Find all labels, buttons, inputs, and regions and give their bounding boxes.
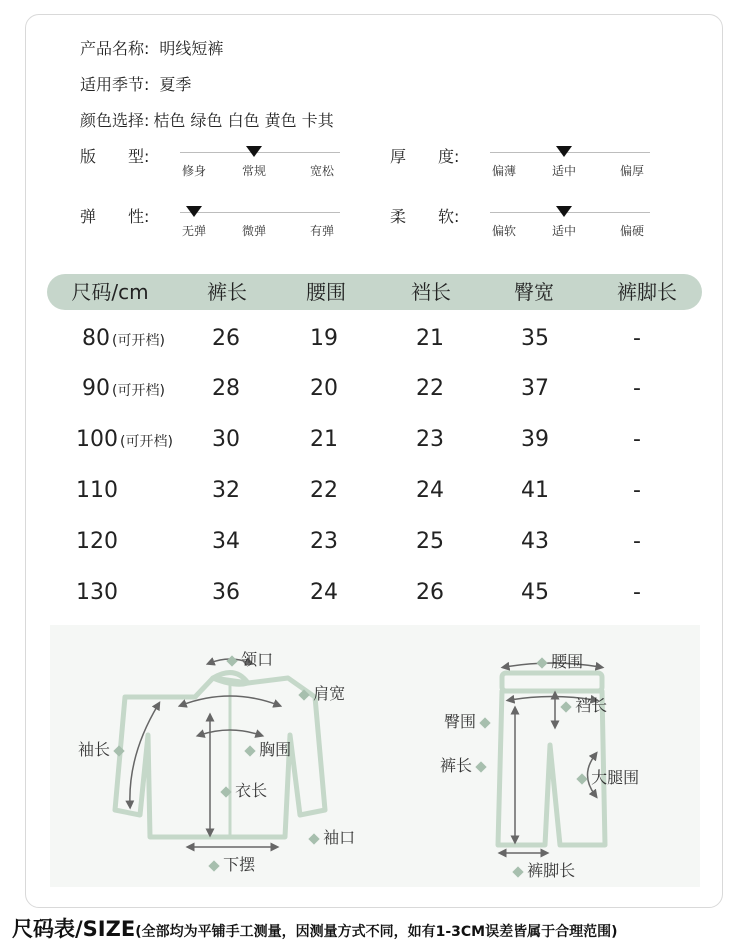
marker-icon — [220, 786, 231, 797]
product-name-label: 产品名称: — [80, 39, 150, 58]
footer-title: 尺码表/SIZE — [12, 917, 136, 941]
table-row — [0, 474, 750, 524]
cuff-label — [310, 825, 355, 848]
table-cell: 41 — [521, 478, 549, 503]
marker-icon — [308, 833, 319, 844]
table-cell: 45 — [521, 580, 549, 605]
thigh-text: 大腿围 — [591, 768, 640, 787]
marker-icon — [226, 655, 237, 666]
table-cell: 43 — [521, 529, 549, 554]
marker-icon — [475, 761, 486, 772]
fit-indicator-icon — [246, 146, 262, 157]
size-value: 120 — [76, 529, 118, 554]
softness-option: 偏硬 — [619, 224, 645, 238]
elasticity-option: 有弹 — [309, 224, 335, 238]
measurement-diagram — [50, 625, 700, 887]
marker-icon — [113, 745, 124, 756]
size-value: 90 — [82, 376, 110, 401]
size-note: (可开档) — [112, 383, 165, 399]
marker-icon — [536, 657, 547, 668]
fit-option: 常规 — [241, 164, 267, 178]
leg-opening-text: 裤脚长 — [527, 861, 576, 880]
elasticity-label: 弹 性: — [80, 207, 150, 226]
table-cell: 25 — [416, 529, 444, 554]
product-name-row — [80, 36, 223, 59]
thickness-option: 偏薄 — [491, 164, 517, 178]
elasticity-scale — [180, 200, 340, 240]
hem-label — [210, 852, 255, 875]
header-rise: 裆长 — [411, 280, 451, 304]
leg-opening-label — [514, 858, 575, 881]
cuff-text: 袖口 — [323, 828, 356, 847]
fit-option: 修身 — [181, 164, 207, 178]
marker-icon — [208, 860, 219, 871]
table-cell: 23 — [416, 427, 444, 452]
header-waist: 腰围 — [306, 280, 346, 304]
thickness-indicator-icon — [556, 146, 572, 157]
table-cell: 21 — [310, 427, 338, 452]
softness-option: 偏软 — [491, 224, 517, 238]
softness-option: 适中 — [551, 224, 577, 238]
size-value: 130 — [76, 580, 118, 605]
table-cell: 24 — [310, 580, 338, 605]
table-cell: - — [633, 580, 641, 605]
table-cell: 37 — [521, 376, 549, 401]
chest-label — [246, 737, 291, 760]
product-name-value: 明线短裤 — [159, 39, 224, 58]
length-label — [222, 778, 267, 801]
pants-length-label — [440, 753, 485, 776]
chest-text: 胸围 — [259, 740, 292, 759]
waist-text: 腰围 — [551, 652, 584, 671]
softness-scale — [490, 200, 650, 240]
size-cell — [82, 372, 165, 408]
table-row — [0, 372, 750, 422]
rise-label — [562, 693, 607, 716]
softness-indicator-icon — [556, 206, 572, 217]
sleeve-text: 袖长 — [78, 740, 111, 759]
table-cell: 20 — [310, 376, 338, 401]
jacket-illustration — [115, 673, 325, 837]
table-cell: 35 — [521, 326, 549, 351]
garment-illustration — [50, 625, 700, 887]
fit-option: 宽松 — [309, 164, 335, 178]
thickness-option: 偏厚 — [619, 164, 645, 178]
header-pants-length: 裤长 — [207, 280, 247, 304]
waist-label — [538, 649, 583, 672]
size-value: 80 — [82, 326, 110, 351]
fit-label: 版 型: — [80, 147, 150, 166]
table-cell: 34 — [212, 529, 240, 554]
table-cell: 23 — [310, 529, 338, 554]
fit-scale — [180, 140, 340, 180]
shoulder-text: 肩宽 — [313, 684, 346, 703]
rise-text: 裆长 — [575, 696, 608, 715]
table-cell: - — [633, 326, 641, 351]
collar-text: 领口 — [241, 650, 274, 669]
season-row — [80, 72, 191, 95]
size-cell — [76, 423, 173, 459]
sleeve-label — [78, 737, 123, 760]
marker-icon — [576, 773, 587, 784]
table-row — [0, 576, 750, 626]
color-label: 颜色选择: — [80, 111, 150, 130]
table-cell: 39 — [521, 427, 549, 452]
marker-icon — [244, 745, 255, 756]
size-cell — [76, 474, 120, 510]
color-row — [80, 108, 334, 131]
elasticity-option: 微弹 — [241, 224, 267, 238]
length-text: 衣长 — [235, 781, 268, 800]
pants-length-text: 裤长 — [440, 756, 473, 775]
header-leg-opening: 裤脚长 — [617, 280, 677, 304]
table-cell: 19 — [310, 326, 338, 351]
season-label: 适用季节: — [80, 75, 150, 94]
marker-icon — [512, 866, 523, 877]
table-row — [0, 525, 750, 575]
size-value: 100 — [76, 427, 118, 452]
footer — [12, 913, 617, 943]
collar-label — [228, 647, 273, 670]
table-cell: 26 — [416, 580, 444, 605]
table-cell: - — [633, 529, 641, 554]
thickness-scale — [490, 140, 650, 180]
table-cell: 26 — [212, 326, 240, 351]
size-cell — [76, 525, 120, 561]
table-row — [0, 322, 750, 372]
table-cell: 21 — [416, 326, 444, 351]
color-value: 桔色 绿色 白色 黄色 卡其 — [153, 111, 334, 130]
thickness-option: 适中 — [551, 164, 577, 178]
marker-icon — [479, 717, 490, 728]
footer-note: (全部均为平铺手工测量，因测量方式不同，如有1-3CM误差皆属于合理范围) — [135, 924, 618, 940]
hip-label — [444, 709, 489, 732]
table-cell: 22 — [416, 376, 444, 401]
table-cell: - — [633, 376, 641, 401]
shoulder-label — [300, 681, 345, 704]
hip-text: 臀围 — [444, 712, 477, 731]
season-value: 夏季 — [159, 75, 192, 94]
size-cell — [76, 576, 120, 612]
header-hip: 臀宽 — [514, 280, 554, 304]
marker-icon — [560, 701, 571, 712]
elasticity-option: 无弹 — [181, 224, 207, 238]
table-cell: - — [633, 478, 641, 503]
table-cell: 36 — [212, 580, 240, 605]
size-note: (可开档) — [112, 333, 165, 349]
table-cell: 32 — [212, 478, 240, 503]
marker-icon — [298, 689, 309, 700]
header-size: 尺码/cm — [71, 280, 149, 304]
table-cell: 28 — [212, 376, 240, 401]
size-note: (可开档) — [120, 434, 173, 450]
thickness-label: 厚 度: — [390, 147, 460, 166]
thigh-label — [578, 765, 639, 788]
table-row — [0, 423, 750, 473]
table-cell: 24 — [416, 478, 444, 503]
size-cell — [82, 322, 165, 358]
elasticity-indicator-icon — [186, 206, 202, 217]
softness-label: 柔 软: — [390, 207, 460, 226]
table-cell: 22 — [310, 478, 338, 503]
table-cell: 30 — [212, 427, 240, 452]
size-value: 110 — [76, 478, 118, 503]
table-cell: - — [633, 427, 641, 452]
hem-text: 下摆 — [223, 855, 256, 874]
